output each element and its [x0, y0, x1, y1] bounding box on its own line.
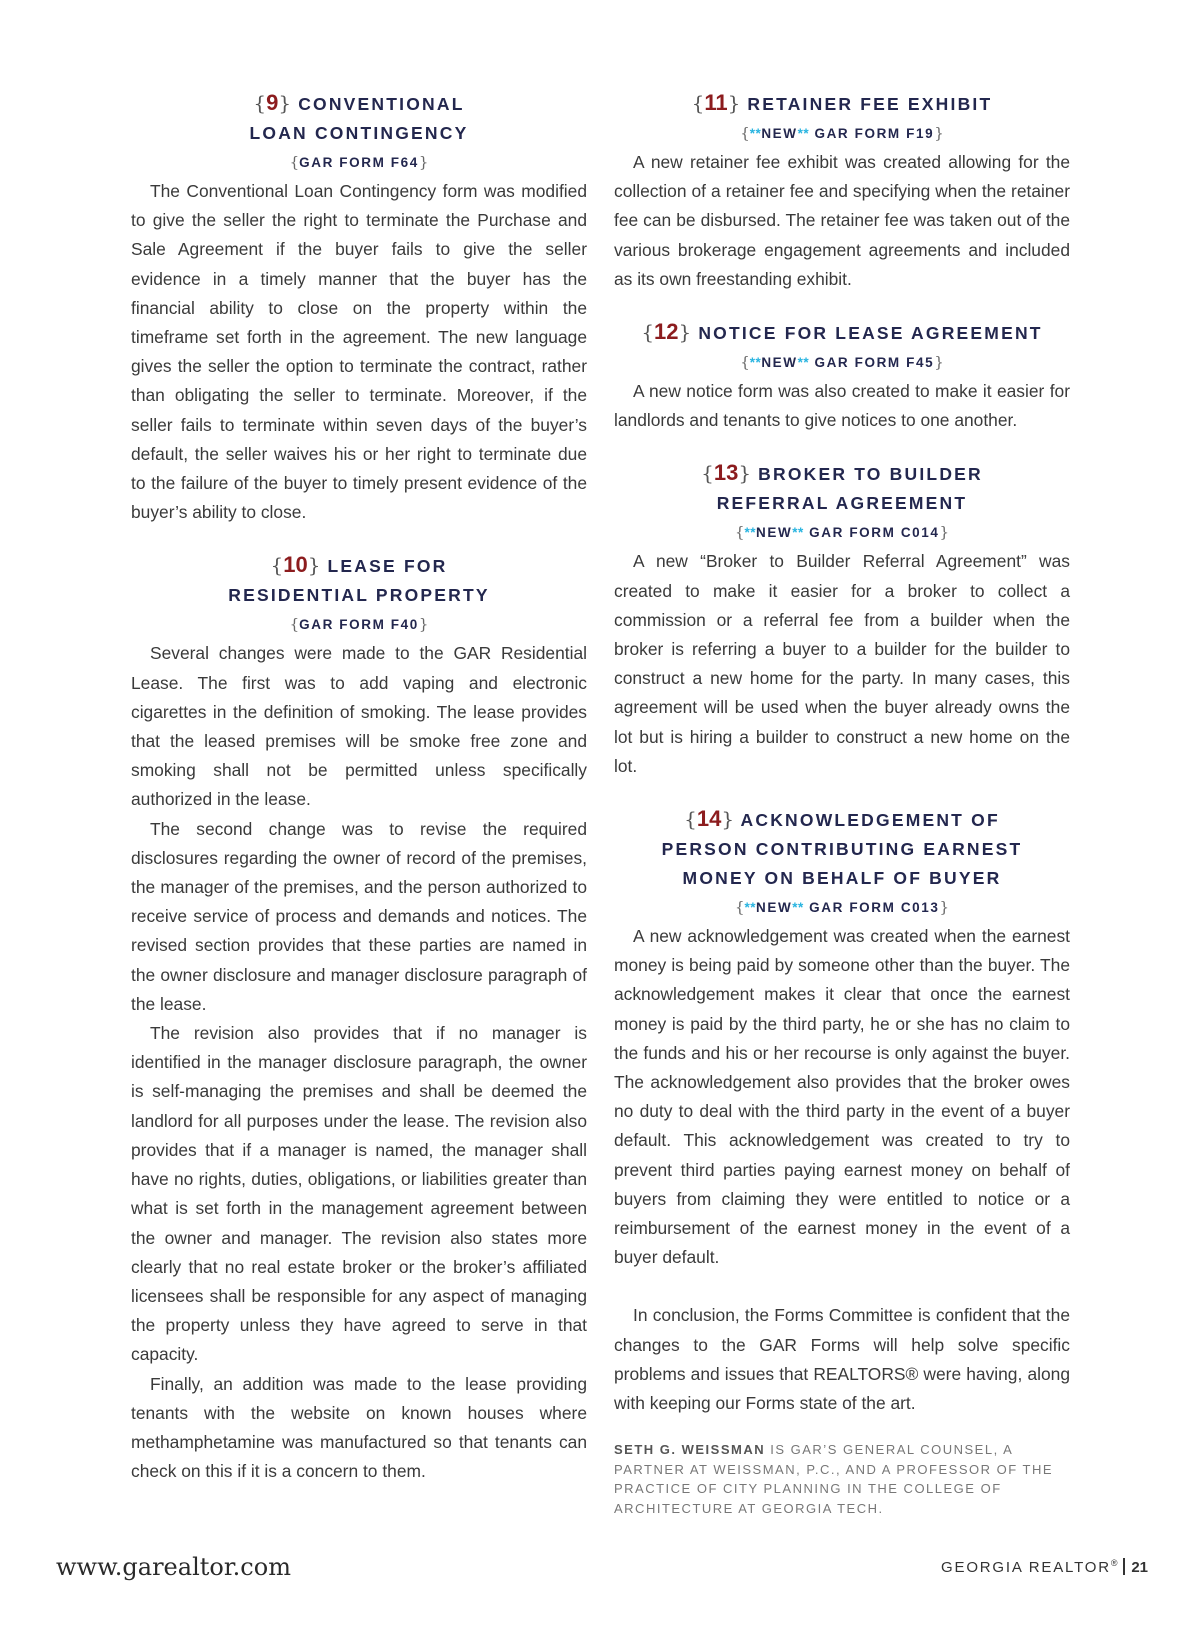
new-badge: NEW [761, 355, 798, 371]
section-title-line1: LEASE FOR [327, 556, 448, 577]
section-number: 14 [696, 806, 722, 832]
section-title-line2: LOAN CONTINGENCY [249, 123, 469, 143]
section-title-line1: NOTICE FOR LEASE AGREEMENT [698, 323, 1043, 344]
section-12 [614, 317, 1070, 435]
form-number: GAR FORM F19 [814, 126, 935, 141]
paragraph: The Conventional Loan Contingency form was modified to give the seller the right to terminate the Purchase and Sale Agreement if the buyer fails to give the seller evidence in a timely manner that the buyer has the financial ability to close on the property within the timeframe set forth in the agreement. The new language gives the seller the option to terminate the contract, rather than obligating the seller to terminate. Moreover, if the seller fails to terminate within seven days of the buyer’s default, the seller waives his or her right to terminate due to the failure of the buyer to timely present evidence of the buyer’s ability to close. [131, 181, 587, 523]
paragraph: Finally, an addition was made to the lease providing tenants with the website on known houses where methamphetamine was manufactured so that tenants can check on this if it is a concern to them. [131, 1373, 587, 1482]
form-number: GAR FORM F64 [299, 155, 419, 170]
magazine-name: GEORGIA REALTOR [941, 1559, 1111, 1576]
paragraph: A new retainer fee exhibit was created allowing for the collection of a retainer fee and specifying when the retainer fee can be disbursed. The retainer fee was taken out of the various brokerage engagement agreements and included as its own freestanding exhibit. [614, 152, 1070, 289]
section-11 [614, 88, 1070, 294]
form-number: GAR FORM C013 [809, 900, 940, 916]
paragraph: Several changes were made to the GAR Residential Lease. The first was to add vaping and electronic cigarettes in the definition of smoking. The lease provides that the leased premises will be smoke free zone and smoking shall not be permitted unless specifically authorized in the lease. [131, 643, 587, 810]
section-heading: {10} LEASE FOR RESIDENTIAL PROPERTY [228, 552, 490, 606]
section-number: 10 [283, 552, 308, 578]
registered-mark: ® [1110, 1558, 1120, 1568]
author-bio [614, 1440, 1070, 1518]
section-number: 9 [266, 90, 279, 115]
section-10 [131, 550, 587, 1486]
form-number: GAR FORM C014 [809, 525, 940, 541]
form-label: {**NEW** GAR FORM C014} [734, 523, 950, 542]
section-title-line1: ACKNOWLEDGEMENT OF [740, 810, 1000, 831]
new-badge: NEW [756, 525, 793, 541]
form-label: {**NEW** GAR FORM F19} [740, 124, 944, 142]
left-column [131, 88, 587, 1509]
section-title-line1: RETAINER FEE EXHIBIT [747, 94, 993, 114]
right-column [614, 88, 1070, 1541]
section-title-line1: BROKER TO BUILDER [758, 464, 983, 485]
paragraph: A new acknowledgement was created when the earnest money is being paid by someone other than the buyer. The acknowledgement makes it clear that once the earnest money is paid by the third party, he or she has no claim to the funds and his or her recourse is only against the buyer. The acknowledgement also provides that the broker owes no duty to deal with the third party in the event of a buyer default. This acknowledgement was created to try to prevent third parties paying earnest money on behalf of buyers from claiming they were entitled to notice or a reimbursement of the earnest money in the event of a buyer default. [614, 926, 1070, 1268]
page-number: 21 [1131, 1559, 1148, 1576]
section-9 [131, 88, 587, 527]
section-heading: {11} RETAINER FEE EXHIBIT [691, 90, 993, 115]
section-number: 12 [654, 319, 679, 345]
section-title-line2: REFERRAL AGREEMENT [716, 493, 968, 514]
form-label: {GAR FORM F64} [289, 153, 429, 171]
section-heading: {13} BROKER TO BUILDER REFERRAL AGREEMENT [701, 460, 983, 514]
section-heading: {9} CONVENTIONAL LOAN CONTINGENCY [249, 90, 469, 143]
section-13 [614, 458, 1070, 781]
form-number: GAR FORM F40 [299, 617, 419, 633]
section-heading: {14} ACKNOWLEDGEMENT OF PERSON CONTRIBUTING EARNEST MONEY ON BEHALF OF BUYER [661, 806, 1023, 889]
section-title-line3: MONEY ON BEHALF OF BUYER [682, 868, 1002, 889]
section-heading: {12} NOTICE FOR LEASE AGREEMENT [641, 319, 1043, 345]
section-14 [614, 804, 1070, 1518]
form-number: GAR FORM F45 [814, 355, 935, 371]
paragraph: The revision also provides that if no manager is identified in the manager disclosure paragraph, the owner is self-managing the premises and shall be deemed the landlord for all purposes under the lease. The revision also provides that if a manager is named, the manager shall have no rights, duties, obligations, or liabilities greater than what is set forth in the management agreement between the owner and manager. The revision also states more clearly that no real estate broker or the broker’s affiliated licensees shall be responsible for any aspect of managing the property unless they have agreed to serve in that capacity. [131, 1023, 587, 1365]
section-number: 13 [713, 460, 739, 486]
author-name: SETH G. WEISSMAN [614, 1442, 766, 1458]
form-label: {**NEW** GAR FORM F45} [740, 353, 944, 372]
conclusion-paragraph: In conclusion, the Forms Committee is confident that the changes to the GAR Forms will help solve specific problems and issues that REALTORS® were having, along with keeping our Forms state of the art. [614, 1305, 1070, 1414]
new-badge: NEW [756, 900, 793, 916]
footer-page-info [941, 1558, 1148, 1576]
section-title-line1: CONVENTIONAL [298, 94, 465, 114]
section-title-line2: RESIDENTIAL PROPERTY [228, 585, 490, 606]
paragraph: A new “Broker to Builder Referral Agreement” was created to make it easier for a broker to collect a commission or a referral fee from a builder when the broker is referring a buyer to a builder for the builder to construct a new home for the party. In many cases, this agreement will be used when the buyer already owns the lot but is hiring a builder to construct a new home on the lot. [614, 551, 1070, 776]
form-label: {GAR FORM F40} [289, 615, 429, 634]
spacer [614, 1272, 1070, 1301]
footer-website: www.garealtor.com [56, 1553, 291, 1581]
new-badge: NEW [761, 126, 798, 141]
section-title-line2: PERSON CONTRIBUTING EARNEST [661, 839, 1023, 860]
section-number: 11 [704, 90, 728, 115]
form-label: {**NEW** GAR FORM C013} [734, 898, 950, 917]
divider [1123, 1558, 1125, 1575]
paragraph: The second change was to revise the required disclosures regarding the owner of record of the premises, the manager of the premises, and the person authorized to receive service of process and demands and notices. The revised section provides that these parties are named in the owner disclosure and manager disclosure paragraph of the lease. [131, 818, 587, 1014]
author-bio-text: IS GAR’S GENERAL COUNSEL, A PARTNER AT WEISSMAN, P.C., AND A PROFESSOR OF THE PRACTICE OF CITY PLANNING IN THE COLLEGE OF ARCHITECTURE AT GEORGIA TECH. [614, 1442, 1054, 1516]
paragraph: A new notice form was also created to make it easier for landlords and tenants to give notices to one another. [614, 381, 1070, 431]
